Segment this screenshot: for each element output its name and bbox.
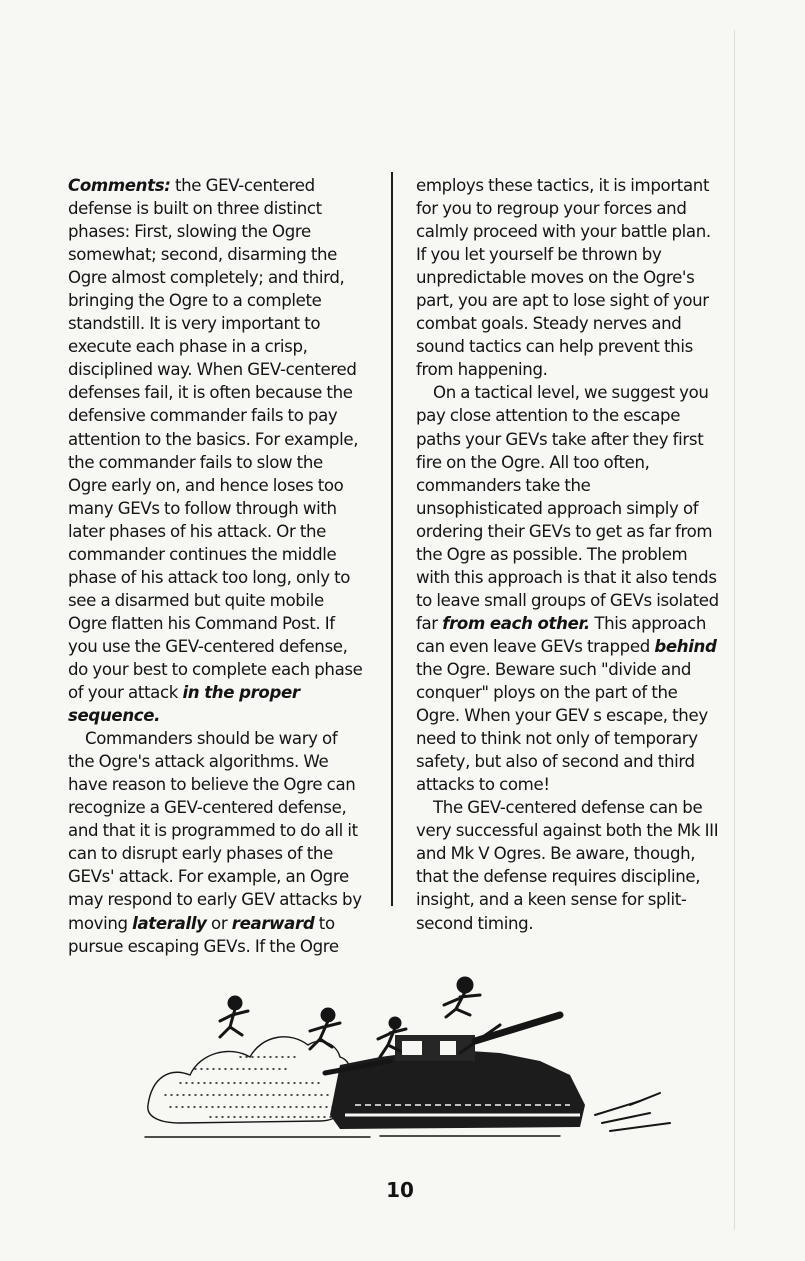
behind-emphasis: behind [654,636,717,656]
algorithms-text-a: Commanders should be wary of the Ogre's attack algorithms. We have reason to believe the Ogre can recognize a GEV-centered defense, and that it is programmed to do all it can to disrupt early phases of the GEVs' attack. For example, an Ogre may respond to early GEV attacks by moving [68,729,362,933]
rearward-emphasis: rearward [231,913,315,933]
comments-text: the GEV-centered defense is built on three distinct phases: First, slowing the Ogre somewhat; second, disarming the Ogre almost completely; and third, bringing the Ogre to a complete standstill. It is very important to execute each phase in a crisp, disciplined way. When GEV-centered defenses fail, it is often because the defensive commander fails to pay attention to the basics. For example, the commander fails to slow the Ogre early on, and hence loses too many GEVs to follow through with later phases of his attack. Or the commander continues the middle phase of his attack too long, only to see a disarmed but quite mobile Ogre flatten his Command Post. If you use the GEV-centered defense, do your best to complete each phase of your attack [68,176,363,703]
paragraph-comments [68,174,364,727]
algorithms-text-c: to pursue escaping GEVs. If the Ogre [68,913,339,956]
paragraph-conclusion [416,796,721,934]
sequence-emphasis: in the proper sequence. [68,683,300,726]
column-divider [391,172,393,906]
right-column [416,174,721,935]
tactical-text-c: the Ogre. Beware such "divide and conquer" ploys on the part of the Ogre. When your GEV s escape, they need to think not only of temporary safety, but also of second and third attacks to come! [416,659,708,795]
algorithms-text-b: or [206,913,232,933]
tactical-text-a: On a tactical level, we suggest you pay close attention to the escape paths your GEVs take after they first fire on the Ogre. All too often, commanders take the unsophisticated approach simply of ordering their GEVs to get as far from the Ogre as possible. The problem with this approach is that it also tends to leave small groups of GEVs isolated far [416,383,719,633]
left-column [68,174,364,958]
page-number: 10 [386,1178,414,1202]
paragraph-tactical [416,381,721,796]
figure-right [444,978,480,1017]
continuation-text: employs these tactics, it is important for you to regroup your forces and calmly proceed with your battle plan. If you let yourself be thrown by unpredictable moves on the Ogre's part, you are apt to lose sight of your combat goals. Steady nerves and sound tactics can help prevent this from happening. [416,176,711,380]
figure-center-left [310,1009,340,1049]
tactical-text-b: This approach can even leave GEVs trapped [416,613,707,656]
comments-lead: Comments: [68,176,171,195]
page-edge-shadow [734,30,735,1230]
battle-illustration [140,965,680,1145]
paragraph-continuation [416,174,721,381]
each-other-emphasis: from each other. [442,613,590,633]
ogre-tank [325,1015,585,1129]
figure-left [220,997,248,1037]
paragraph-algorithms [68,727,364,957]
laterally-emphasis: laterally [132,913,207,933]
conclusion-text: The GEV-centered defense can be very successful against both the Mk III and Mk V Ogres. Be aware, though, that the defense requires discipline, insight, and a keen sense for split-second timing. [416,798,719,933]
